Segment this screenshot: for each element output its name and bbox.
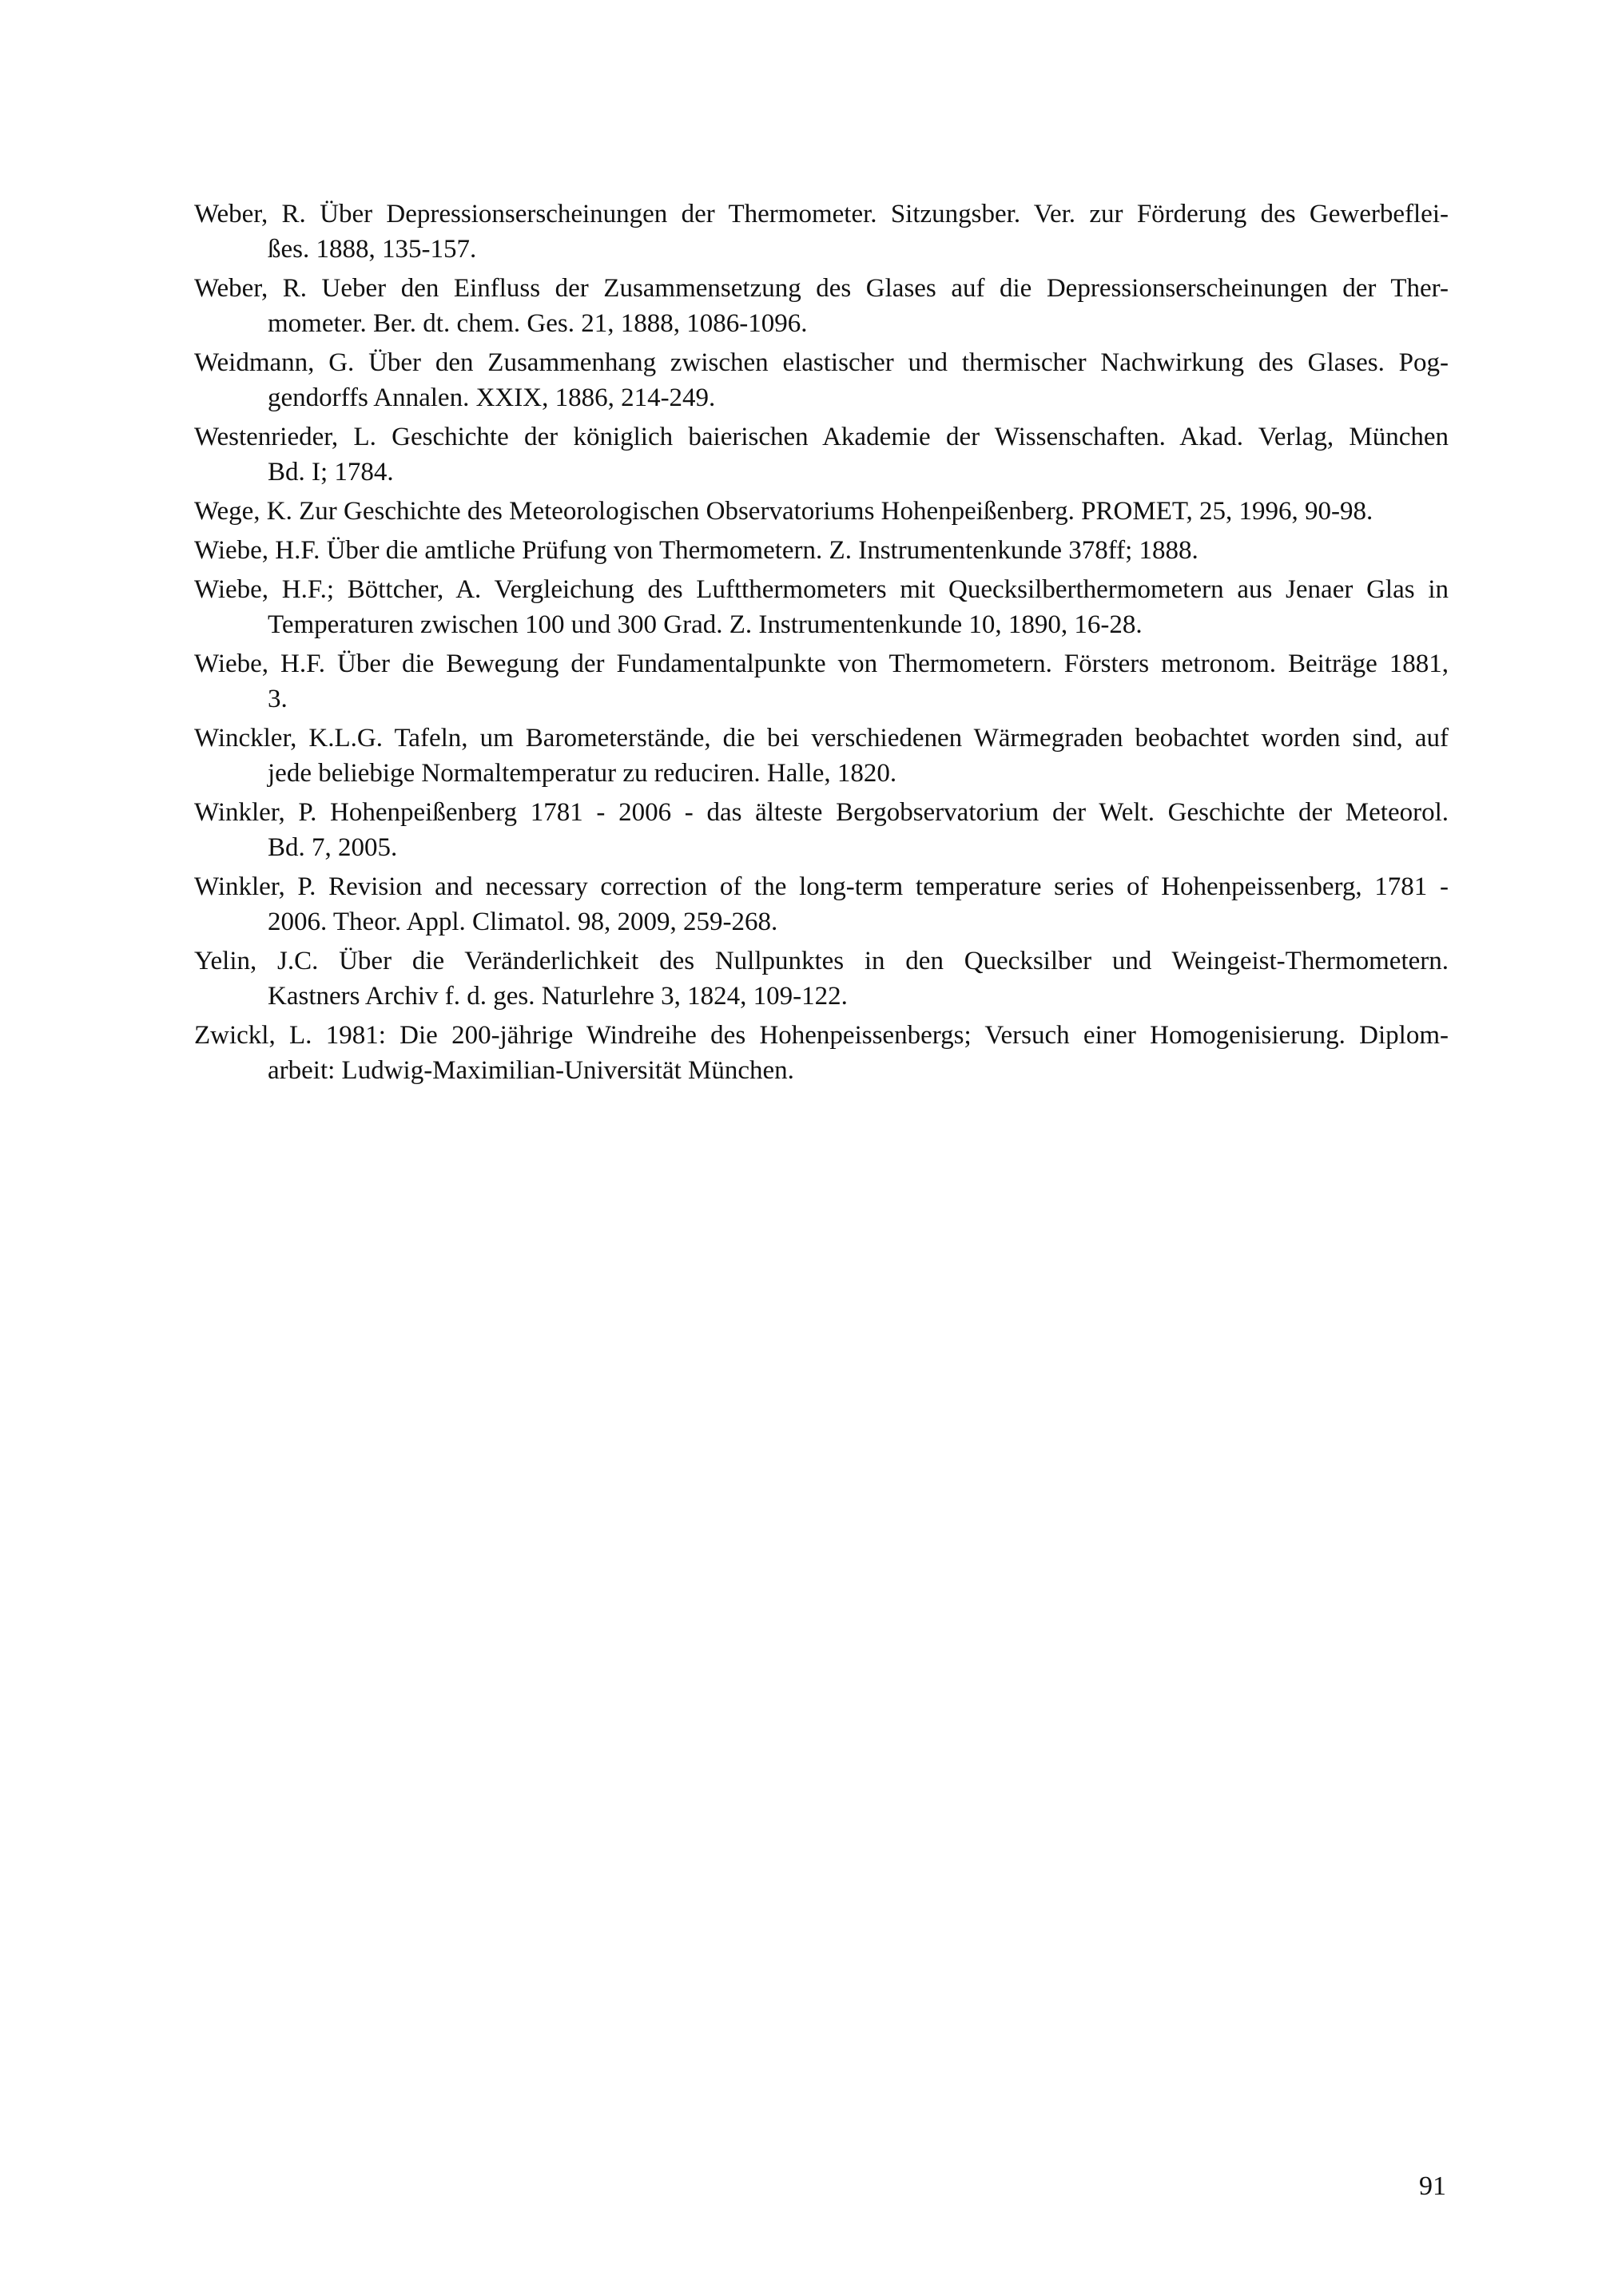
reference-line: Bd. I; 1784. <box>268 458 394 487</box>
reference-entry <box>194 572 1449 642</box>
reference-line: Kastners Archiv f. d. ges. Naturlehre 3, 1824, 109-122. <box>268 982 848 1011</box>
reference-line: Weber, R. Ueber den Einfluss der Zusammensetzung des Glases auf die Depressionserscheinungen der Ther- <box>194 274 1449 303</box>
reference-line: 2006. Theor. Appl. Climatol. 98, 2009, 259-268. <box>268 908 778 936</box>
reference-line: Temperaturen zwischen 100 und 300 Grad. Z. Instrumentenkunde 10, 1890, 16-28. <box>268 610 1143 639</box>
reference-line: ßes. 1888, 135-157. <box>268 235 477 264</box>
reference-entry <box>194 721 1449 791</box>
reference-line: Yelin, J.C. Über die Veränderlichkeit des Nullpunktes in den Quecksilber und Weingeist-Thermometern. <box>194 947 1449 975</box>
reference-entry <box>194 197 1449 267</box>
reference-line: Wege, K. Zur Geschichte des Meteorologischen Observatoriums Hohenpeißenberg. PROMET, 25, 1996, 90-98. <box>194 497 1373 526</box>
reference-entry <box>194 533 1449 568</box>
reference-line: gendorffs Annalen. XXIX, 1886, 214-249. <box>268 383 716 412</box>
reference-line: Winkler, P. Hohenpeißenberg 1781 - 2006 - das älteste Bergobservatorium der Welt. Geschichte der Meteorol. <box>194 798 1449 827</box>
page-number: 91 <box>1419 2171 1446 2201</box>
reference-line: jede beliebige Normaltemperatur zu reduciren. Halle, 1820. <box>268 759 897 788</box>
reference-line: Wiebe, H.F.; Böttcher, A. Vergleichung des Luftthermometers mit Quecksilberthermometern aus Jenaer Glas in <box>194 575 1449 604</box>
reference-line: arbeit: Ludwig-Maximilian-Universität München. <box>268 1056 794 1085</box>
reference-entry <box>194 1018 1449 1088</box>
reference-entry <box>194 869 1449 939</box>
reference-entry <box>194 943 1449 1014</box>
reference-entry <box>194 419 1449 490</box>
reference-entry <box>194 646 1449 717</box>
reference-line: Zwickl, L. 1981: Die 200-jährige Windreihe des Hohenpeissenbergs; Versuch einer Homogenisierung. Diplom- <box>194 1021 1449 1050</box>
reference-line: Bd. 7, 2005. <box>268 833 398 862</box>
reference-entry <box>194 494 1449 529</box>
reference-line: Winckler, K.L.G. Tafeln, um Barometerstände, die bei verschiedenen Wärmegraden beobachtet worden sind, auf <box>194 724 1449 753</box>
reference-list <box>194 197 1449 1092</box>
reference-entry <box>194 271 1449 341</box>
reference-line: Westenrieder, L. Geschichte der königlich baierischen Akademie der Wissenschaften. Akad. Verlag, München <box>194 423 1449 451</box>
reference-line: Weidmann, G. Über den Zusammenhang zwischen elastischer und thermischer Nachwirkung des Glases. Pog- <box>194 348 1449 377</box>
reference-line: 3. <box>268 685 288 713</box>
reference-line: Weber, R. Über Depressionserscheinungen der Thermometer. Sitzungsber. Ver. zur Förderung des Gewerbeflei- <box>194 200 1449 228</box>
reference-line: Wiebe, H.F. Über die amtliche Prüfung von Thermometern. Z. Instrumentenkunde 378ff; 1888. <box>194 536 1198 565</box>
reference-line: Winkler, P. Revision and necessary correction of the long-term temperature series of Hohenpeissenberg, 1781 - <box>194 872 1449 901</box>
reference-line: mometer. Ber. dt. chem. Ges. 21, 1888, 1086-1096. <box>268 309 808 338</box>
reference-line: Wiebe, H.F. Über die Bewegung der Fundamentalpunkte von Thermometern. Försters metronom. Beiträge 1881, <box>194 649 1449 678</box>
reference-entry <box>194 345 1449 415</box>
reference-entry <box>194 795 1449 865</box>
